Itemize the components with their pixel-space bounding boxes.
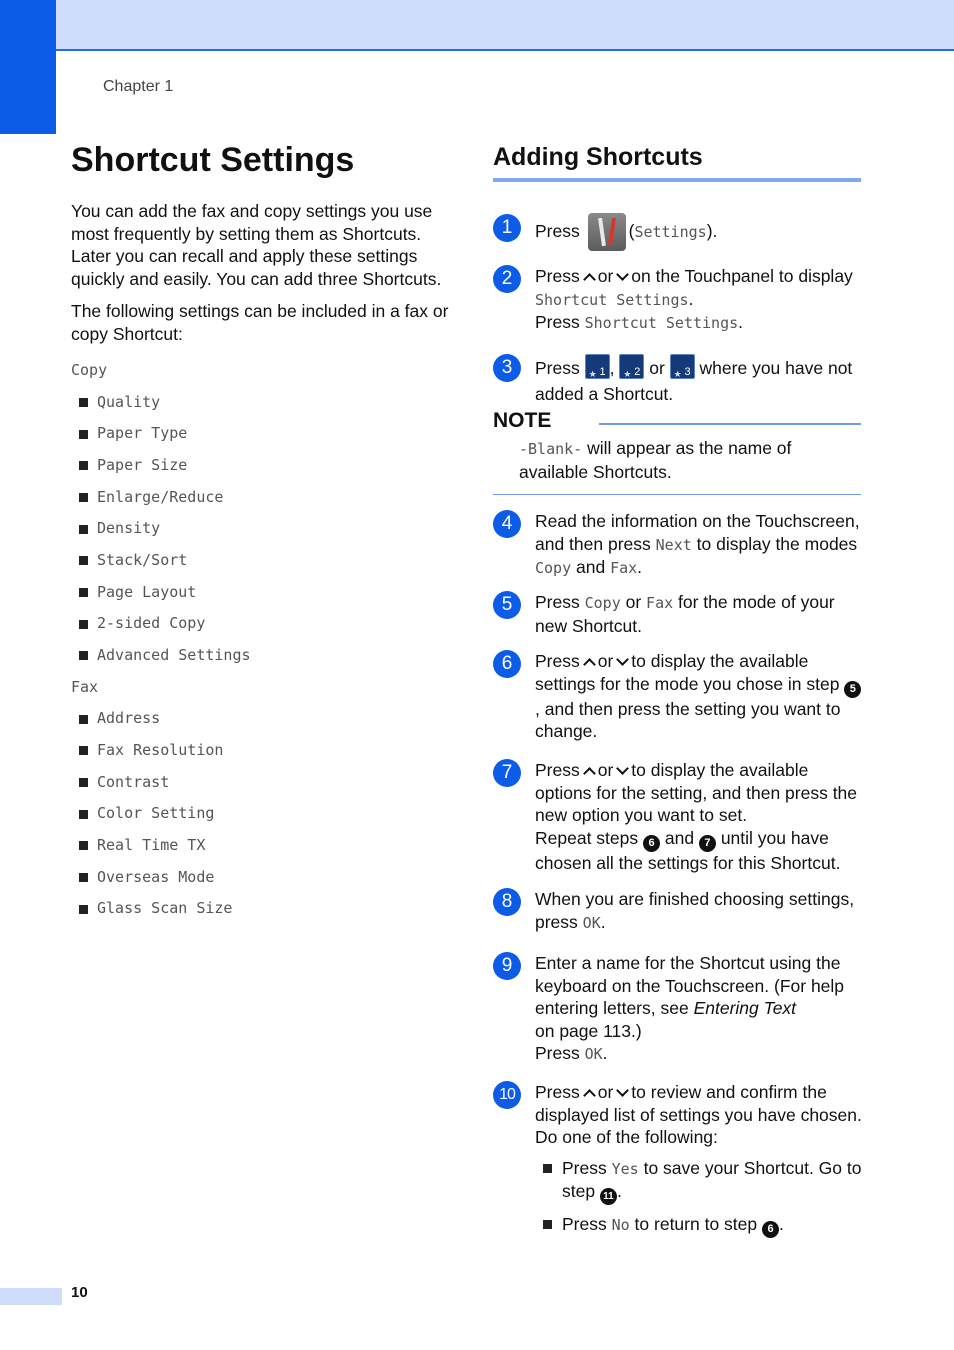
- square-bullet-icon: [79, 620, 88, 629]
- list-item: Enlarge/Reduce: [71, 482, 451, 514]
- list-item: Address: [71, 703, 451, 735]
- chapter-tab: [0, 0, 56, 134]
- square-bullet-icon: [79, 525, 88, 534]
- chapter-label: Chapter 1: [103, 78, 174, 95]
- step-number-badge: 5: [493, 591, 521, 619]
- copy-category-label: Copy: [71, 361, 108, 379]
- list-item: Stack/Sort: [71, 545, 451, 577]
- square-bullet-icon: [543, 1164, 552, 1173]
- step-reference: 6: [762, 1221, 779, 1238]
- step-number-badge: 9: [493, 952, 521, 980]
- square-bullet-icon: [79, 398, 88, 407]
- list-item: Paper Size: [71, 450, 451, 482]
- step-reference: 6: [643, 835, 660, 852]
- list-item: Density: [71, 513, 451, 545]
- settings-menu-name: Settings: [634, 223, 707, 241]
- footer-band: [0, 1288, 62, 1305]
- chevron-up-icon: [583, 658, 596, 671]
- square-bullet-icon: [79, 746, 88, 755]
- square-bullet-icon: [79, 778, 88, 787]
- list-item: Glass Scan Size: [71, 893, 451, 925]
- step-10: 10 Press or to review and confirm the displayed list of settings you have chosen. Do one of the following: Press Yes to save your Shortcut. Go to step 11 . Press No to return to step 6 .: [493, 1081, 863, 1238]
- chevron-down-icon: [616, 653, 629, 666]
- list-item: Press No to return to step 6 .: [543, 1213, 863, 1238]
- shortcut-2-icon: ★ 2: [619, 354, 644, 379]
- list-item: Fax Resolution: [71, 735, 451, 767]
- note-divider: [599, 423, 861, 425]
- step-3: 3 Press ★ 1 , ★ 2 or ★ 3 where you have not added a Shortcut.: [493, 354, 863, 407]
- chevron-down-icon: [616, 762, 629, 775]
- step-2: 2 Press or on the Touchpanel to display Shortcut Settings. Press Shortcut Settings.: [493, 265, 863, 335]
- left-column: [71, 200, 451, 925]
- step-4: 4 Read the information on the Touchscreen, and then press Next to display the modes Copy and Fax.: [493, 510, 863, 580]
- list-item: Color Setting: [71, 798, 451, 830]
- section-title: Adding Shortcuts: [493, 143, 861, 182]
- step-7: 7 Press or to display the available options for the setting, and then press the new option you want to set. Repeat steps 6 and 7 until you have chosen all the settings for this Shortcut.: [493, 759, 863, 874]
- chevron-down-icon: [616, 1084, 629, 1097]
- square-bullet-icon: [79, 493, 88, 502]
- list-item: 2-sided Copy: [71, 608, 451, 640]
- cross-reference: Entering Text: [693, 998, 797, 1018]
- list-item: Paper Type: [71, 418, 451, 450]
- square-bullet-icon: [543, 1220, 552, 1229]
- step-number-badge: 8: [493, 888, 521, 916]
- square-bullet-icon: [79, 810, 88, 819]
- shortcut-1-icon: ★ 1: [585, 354, 610, 379]
- square-bullet-icon: [79, 651, 88, 660]
- list-item: Advanced Settings: [71, 640, 451, 672]
- square-bullet-icon: [79, 588, 88, 597]
- note-heading: NOTE: [493, 409, 552, 432]
- step-number-badge: 7: [493, 759, 521, 787]
- list-item: Press Yes to save your Shortcut. Go to step 11 .: [543, 1157, 863, 1206]
- fax-category-label: Fax: [71, 677, 99, 696]
- intro-paragraph: You can add the fax and copy settings you use most frequently by setting them as Shortcuts. Later you can recall and apply these settings quickly and easily. You can add three Shortcuts.: [71, 201, 442, 289]
- list-item: Contrast: [71, 767, 451, 799]
- step-number-badge: 1: [493, 214, 521, 242]
- settings-tools-icon: [588, 213, 626, 251]
- square-bullet-icon: [79, 556, 88, 565]
- step-number-badge: 4: [493, 510, 521, 538]
- included-settings-paragraph: The following settings can be included in a fax or copy Shortcut:: [71, 301, 449, 344]
- list-item: Overseas Mode: [71, 862, 451, 894]
- step-5: 5 Press Copy or Fax for the mode of your new Shortcut.: [493, 591, 863, 637]
- step-reference: 11: [600, 1188, 617, 1205]
- chevron-up-icon: [583, 767, 596, 780]
- square-bullet-icon: [79, 715, 88, 724]
- list-item: Page Layout: [71, 577, 451, 609]
- step-8: 8 When you are finished choosing settings, press OK.: [493, 888, 863, 934]
- page-number: 10: [71, 1284, 88, 1301]
- step-9: 9 Enter a name for the Shortcut using the keyboard on the Touchscreen. (For help entering letters, see Entering Text on page 113.) Press OK.: [493, 952, 863, 1066]
- square-bullet-icon: [79, 873, 88, 882]
- note-bottom-divider: [493, 494, 861, 495]
- chevron-up-icon: [583, 273, 596, 286]
- step-number-badge: 6: [493, 650, 521, 678]
- step-reference: 7: [699, 835, 716, 852]
- chevron-down-icon: [616, 268, 629, 281]
- step-reference: 5: [844, 681, 861, 698]
- square-bullet-icon: [79, 430, 88, 439]
- chevron-up-icon: [583, 1089, 596, 1102]
- step-number-badge: 3: [493, 354, 521, 382]
- header-band: [0, 0, 954, 51]
- list-item: Real Time TX: [71, 830, 451, 862]
- note-body: -Blank- will appear as the name of available Shortcuts.: [519, 438, 792, 482]
- square-bullet-icon: [79, 905, 88, 914]
- step-number-badge: 10: [493, 1081, 521, 1109]
- list-item: Quality: [71, 387, 451, 419]
- step-1: 1 Press (Settings).: [493, 212, 863, 251]
- step-6: 6 Press or to display the available settings for the mode you chose in step 5, and then press the setting you want to change.: [493, 650, 863, 743]
- square-bullet-icon: [79, 461, 88, 470]
- square-bullet-icon: [79, 841, 88, 850]
- shortcut-3-icon: ★ 3: [670, 354, 695, 379]
- page-title: Shortcut Settings: [71, 141, 355, 179]
- step-number-badge: 2: [493, 265, 521, 293]
